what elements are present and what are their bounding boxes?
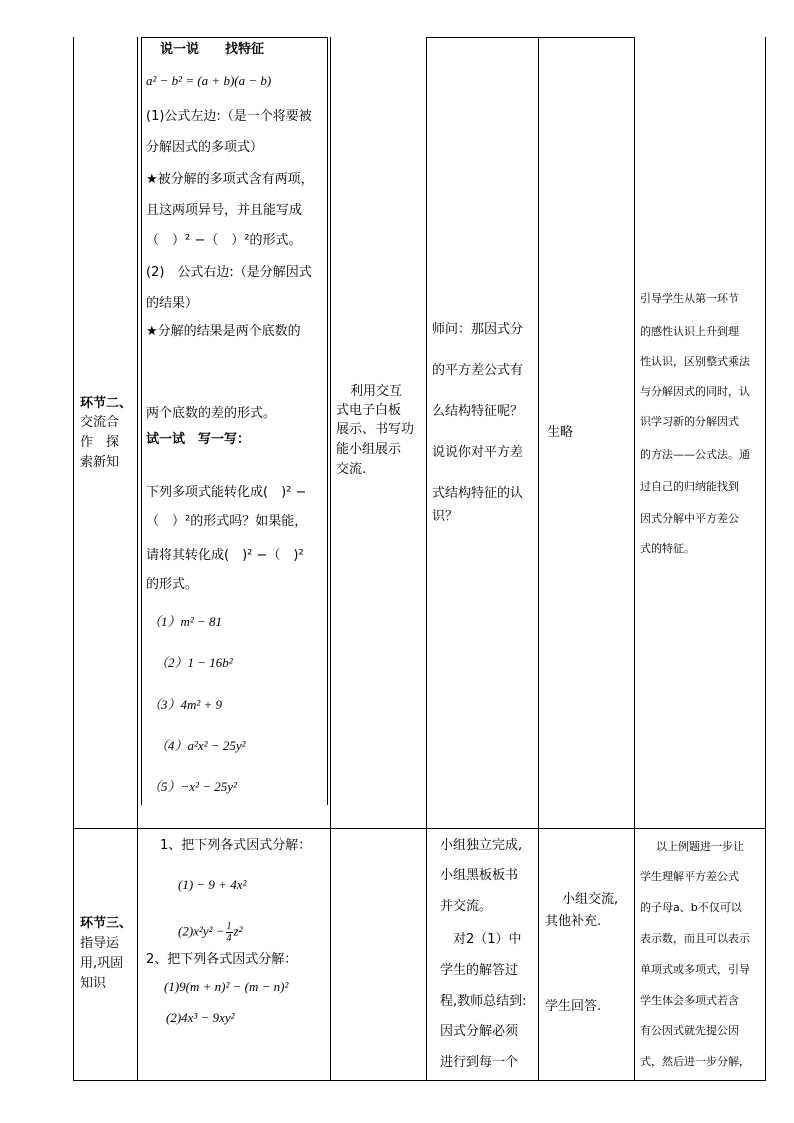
table-divider bbox=[137, 37, 138, 1081]
stage-label-line: 知识 bbox=[80, 976, 107, 991]
content-inner-line bbox=[327, 37, 328, 805]
text-line: 式，然后进一步分解， bbox=[640, 1055, 750, 1068]
text-line: 利用交互 bbox=[350, 384, 403, 399]
text-line: 识学习新的分解因式 bbox=[640, 415, 739, 428]
text-line: (2) 公式右边:（是分解因式 bbox=[146, 265, 312, 280]
text-line: 表示数，而且可以表示 bbox=[640, 932, 750, 945]
text-line: 式电子白板 bbox=[336, 403, 402, 418]
text-line: 小组独立完成, bbox=[440, 838, 523, 853]
content-inner-line bbox=[141, 37, 142, 805]
text-line: 小组交流, bbox=[562, 892, 619, 907]
exercise-item: (1)9(m + n)² − (m − n)² bbox=[164, 979, 289, 994]
stage-label-line: 作 探 bbox=[80, 435, 120, 450]
exercise-item: (2)4x³ − 9xy² bbox=[166, 1010, 235, 1025]
table-divider bbox=[426, 37, 427, 1081]
task-heading: 1、把下列各式因式分解： bbox=[160, 838, 312, 853]
text-line: 展示、书写功 bbox=[336, 422, 415, 437]
section-heading: 试一试 写一写： bbox=[146, 432, 251, 447]
table-row-divider bbox=[73, 828, 766, 829]
text-line: 式结构特征的认 bbox=[432, 486, 524, 501]
text-line: 两个底数的差的形式。 bbox=[146, 406, 277, 421]
fraction-numerator: 1 bbox=[226, 921, 232, 932]
stage-label-line: 指导运 bbox=[80, 936, 120, 951]
text-line: 能小组展示 bbox=[336, 442, 402, 457]
text-line: 生略 bbox=[547, 425, 574, 440]
exercise-item: （2）1 − 16b² bbox=[155, 655, 233, 670]
text-line: 有公因式就先提公因 bbox=[640, 1024, 739, 1037]
fraction bbox=[226, 921, 233, 944]
text-line: ★被分解的多项式含有两项， bbox=[146, 172, 314, 187]
task-heading: 2、把下列各式因式分解： bbox=[146, 952, 298, 967]
text-line: 性认识，区别整式乘法 bbox=[640, 355, 750, 368]
text-line: 因式分解必须 bbox=[440, 1024, 519, 1039]
text-line: 的方法——公式法。通 bbox=[640, 448, 750, 461]
exercise-item: （5）−x² − 25y² bbox=[148, 779, 237, 794]
text-line: 的平方差公式有 bbox=[432, 363, 524, 378]
exercise-part: z² bbox=[233, 923, 243, 939]
exercise-part: (2)x²y² − bbox=[178, 923, 225, 939]
table-border-right bbox=[765, 37, 766, 1081]
text-line: 引导学生从第一环节 bbox=[640, 292, 739, 305]
text-line: 请将其转化成( )² −（ )² bbox=[146, 548, 304, 563]
exercise-item: （1）m² − 81 bbox=[148, 614, 223, 629]
text-line: 小组黑板板书 bbox=[440, 868, 519, 883]
text-line: (1)公式左边:（是一个将要被 bbox=[146, 109, 312, 124]
text-line: 的感性认识上升到理 bbox=[640, 325, 739, 338]
table-border-left bbox=[73, 37, 74, 1081]
text-line: 程,教师总结到: bbox=[440, 994, 527, 1009]
table-divider bbox=[330, 37, 331, 1081]
text-line: 对2（1）中 bbox=[440, 932, 522, 947]
text-line: ★分解的结果是两个底数的 bbox=[146, 324, 301, 339]
text-line: 师问：那因式分 bbox=[432, 322, 524, 337]
formula: a² − b² = (a + b)(a − b) bbox=[146, 73, 272, 88]
stage-label-line: 索新知 bbox=[80, 455, 120, 470]
text-line: 的子母a、b不仅可以 bbox=[640, 901, 742, 914]
text-line: 么结构特征呢？ bbox=[432, 404, 524, 419]
text-line: 学生的解答过 bbox=[440, 963, 519, 978]
text-line: 说说你对平方差 bbox=[432, 445, 524, 460]
section-heading: 说一说 找特征 bbox=[160, 42, 265, 57]
exercise-item: (1) − 9 + 4x² bbox=[178, 877, 247, 892]
text-line: 其他补充. bbox=[545, 914, 602, 929]
text-line: 交流. bbox=[336, 462, 367, 477]
text-line: 以上例题进一步让 bbox=[656, 840, 744, 853]
text-line: 分解因式的多项式） bbox=[146, 140, 264, 155]
stage-label-line: 环节二、 bbox=[80, 396, 133, 411]
fraction-denominator: 4 bbox=[226, 933, 232, 944]
table-divider bbox=[634, 37, 635, 1081]
text-line: 学生理解平方差公式 bbox=[640, 870, 739, 883]
text-line: 因式分解中平方差公 bbox=[640, 512, 739, 525]
exercise-item: （3）4m² + 9 bbox=[148, 697, 223, 712]
table-top-partial bbox=[426, 37, 635, 38]
text-line: 的形式。 bbox=[146, 577, 199, 592]
table-bottom bbox=[73, 1080, 766, 1081]
stage-label-line: 交流合 bbox=[80, 415, 120, 430]
text-line: 识？ bbox=[432, 509, 459, 524]
text-line: 单项式或多项式，引导 bbox=[640, 963, 750, 976]
exercise-item: （4）a²x² − 25y² bbox=[155, 738, 246, 753]
text-line: 下列多项式能转化成( )² − bbox=[146, 485, 307, 500]
text-line: 且这两项异号，并且能写成 bbox=[146, 203, 303, 218]
stage-label-line: 环节三、 bbox=[80, 916, 133, 931]
text-line: 过自己的归纳能找到 bbox=[640, 480, 739, 493]
text-line: 与分解因式的同时，认 bbox=[640, 385, 750, 398]
text-line: 学生回答. bbox=[545, 999, 602, 1014]
exercise-item bbox=[178, 921, 242, 944]
text-line: 并交流。 bbox=[440, 899, 493, 914]
text-line: 的结果） bbox=[146, 296, 199, 311]
text-line: 学生体会多项式若含 bbox=[640, 994, 739, 1007]
text-line: 式的特征。 bbox=[640, 542, 695, 555]
stage-label-line: 用,巩固 bbox=[80, 956, 124, 971]
content-inner-top bbox=[141, 37, 328, 38]
text-line: （ ）² −（ ）²的形式。 bbox=[146, 233, 302, 248]
table-divider bbox=[538, 37, 539, 1081]
text-line: （ ）²的形式吗？如果能， bbox=[146, 514, 308, 529]
text-line: 进行到每一个 bbox=[440, 1055, 519, 1070]
